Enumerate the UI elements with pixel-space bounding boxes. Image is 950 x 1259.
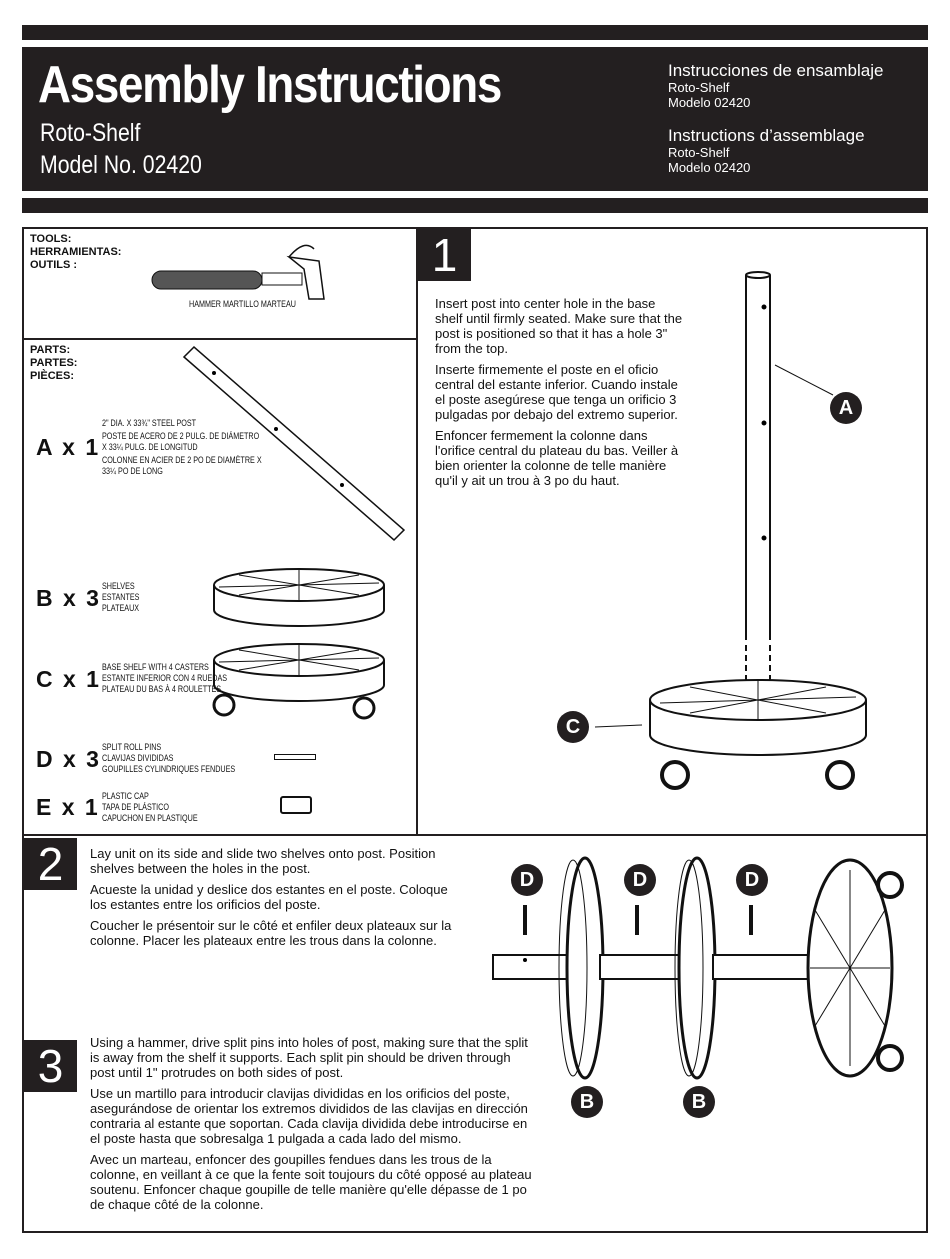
- part-c-qty: C x 1: [36, 666, 101, 692]
- step-2-en: Lay unit on its side and slide two shelves onto post. Position shelves between the holes in the post.: [90, 846, 436, 876]
- product-name: Roto-Shelf: [40, 119, 141, 147]
- step-3-fr: Avec un marteau, enfoncer des goupilles fendues dans les trous de la colonne, en veillant à ce que la fente soit toujours du côté opposé au plateau soutenu. Enfoncer chaque goupille de telle manière qu'elle dépasse de 1 po de chaque côté de la colonne.: [90, 1152, 532, 1212]
- desc-line: GOUPILLES CYLINDRIQUES FENDUES: [102, 764, 236, 774]
- step-2-text: [90, 846, 465, 954]
- base-shelf-illustration: [209, 640, 389, 725]
- post-illustration: [174, 345, 414, 555]
- desc-line: CAPUCHON EN PLASTIQUE: [102, 813, 198, 823]
- step-3-es: Use un martillo para introducir clavijas divididas en los orificios del poste, asegurándose de orientar los extremos divididos de las clavijas en dirección contraria al estante que soportan. Cada clavija dividida debe introducirse en el poste hasta que sobresalga 1 pulgada a cada lado del mismo.: [90, 1086, 528, 1146]
- tools-es: HERRAMIENTAS:: [30, 246, 122, 258]
- parts-panel: [22, 338, 418, 836]
- fr-model: Modelo 02420: [668, 160, 751, 175]
- parts-en: PARTS:: [30, 344, 71, 356]
- parts-fr: PIÈCES:: [30, 370, 75, 382]
- desc-line: PLATEAUX: [102, 603, 140, 613]
- desc-line: CLAVIJAS DIVIDIDAS: [102, 753, 174, 763]
- desc-line: POSTE DE ACERO DE 2 PULG. DE DIÁMETRO X 33¼ PULG. DE LONGITUD: [102, 431, 260, 452]
- desc-line: BASE SHELF WITH 4 CASTERS: [102, 662, 209, 672]
- split-pin-illustration: [274, 754, 316, 760]
- desc-line: PLASTIC CAP: [102, 791, 149, 801]
- callout-d: D: [511, 864, 543, 896]
- step-3-en: Using a hammer, drive split pins into holes of post, making sure that the split is away from the shelf it supports. Each split pin should be driven through post until 1" protrudes on both sides of post.: [90, 1035, 528, 1080]
- part-d-desc: [102, 742, 235, 775]
- callout-c: C: [557, 711, 589, 743]
- callout-d: D: [624, 864, 656, 896]
- step-2-fr: Coucher le présentoir sur le côté et enfiler deux plateaux sur la colonne. Placer les plateaux entre les trous dans la colonne.: [90, 918, 452, 948]
- step-2-3-illustration: [485, 850, 915, 1090]
- part-d-qty: D x 3: [36, 746, 101, 772]
- step-1-number: 1: [418, 229, 471, 281]
- tools-panel: [22, 227, 418, 340]
- parts-es: PARTES:: [30, 357, 78, 369]
- es-product: Roto-Shelf: [668, 80, 730, 95]
- model-number: Model No. 02420: [40, 151, 202, 179]
- fr-title: Instructions d’assemblage: [668, 126, 865, 145]
- step-3-number: 3: [24, 1040, 77, 1092]
- part-b-desc: [102, 581, 139, 614]
- part-a-qty: A x 1: [36, 434, 101, 460]
- desc-line: 2" DIA. X 33¾" STEEL POST: [102, 418, 197, 428]
- fr-product: Roto-Shelf: [668, 145, 730, 160]
- callout-b: B: [683, 1086, 715, 1118]
- desc-line: SPLIT ROLL PINS: [102, 742, 162, 752]
- step-1-fr: Enfoncer fermement la colonne dans l'orifice central du plateau du bas. Veiller à bien orienter la colonne de telle manière qu'il y ait un trou à 3 po du haut.: [435, 428, 679, 488]
- step-1-en: Insert post into center hole in the base shelf until firmly seated. Make sure that the post is positioned so that it has a hole 3" from the top.: [435, 296, 683, 356]
- divider: [22, 834, 928, 836]
- step-2-number: 2: [24, 838, 77, 890]
- es-model: Modelo 02420: [668, 95, 751, 110]
- desc-line: ESTANTE INFERIOR CON 4 RUEDAS: [102, 673, 228, 683]
- es-title: Instrucciones de ensamblaje: [668, 61, 884, 80]
- desc-line: PLATEAU DU BAS À 4 ROULETTES: [102, 684, 222, 694]
- step-2-es: Acueste la unidad y deslice dos estantes en el poste. Coloque los estantes entre los orificios del poste.: [90, 882, 448, 912]
- step-1-es: Inserte firmemente el poste en el oficio central del estante inferior. Cuando instale el poste asegúrese que tenga un orificio 3 pulgadas por debajo del extremo superior.: [435, 362, 678, 422]
- header-banner: [22, 47, 928, 191]
- callout-a: A: [830, 392, 862, 424]
- desc-line: SHELVES: [102, 581, 135, 591]
- tools-en: TOOLS:: [30, 233, 72, 245]
- callout-b: B: [571, 1086, 603, 1118]
- desc-line: ESTANTES: [102, 592, 140, 602]
- desc-line: COLONNE EN ACIER DE 2 PO DE DIAMÈTRE X 33¼ PO DE LONG: [102, 455, 262, 476]
- desc-line: TAPA DE PLÁSTICO: [102, 802, 169, 812]
- part-e-qty: E x 1: [36, 794, 100, 820]
- shelf-illustration: [209, 565, 389, 635]
- callout-d: D: [736, 864, 768, 896]
- page-title: Assembly Instructions: [38, 56, 502, 114]
- rule: [22, 198, 928, 213]
- part-b-qty: B x 3: [36, 585, 101, 611]
- part-e-desc: [102, 791, 198, 824]
- parts-label: [30, 344, 77, 383]
- top-rule: [22, 25, 928, 40]
- cap-illustration: [280, 796, 312, 814]
- step-3-text: [90, 1035, 535, 1218]
- tools-fr: OUTILS :: [30, 259, 78, 271]
- tools-label: [30, 233, 121, 272]
- hammer-caption: HAMMER MARTILLO MARTEAU: [189, 299, 296, 309]
- step-1-illustration: [550, 265, 880, 805]
